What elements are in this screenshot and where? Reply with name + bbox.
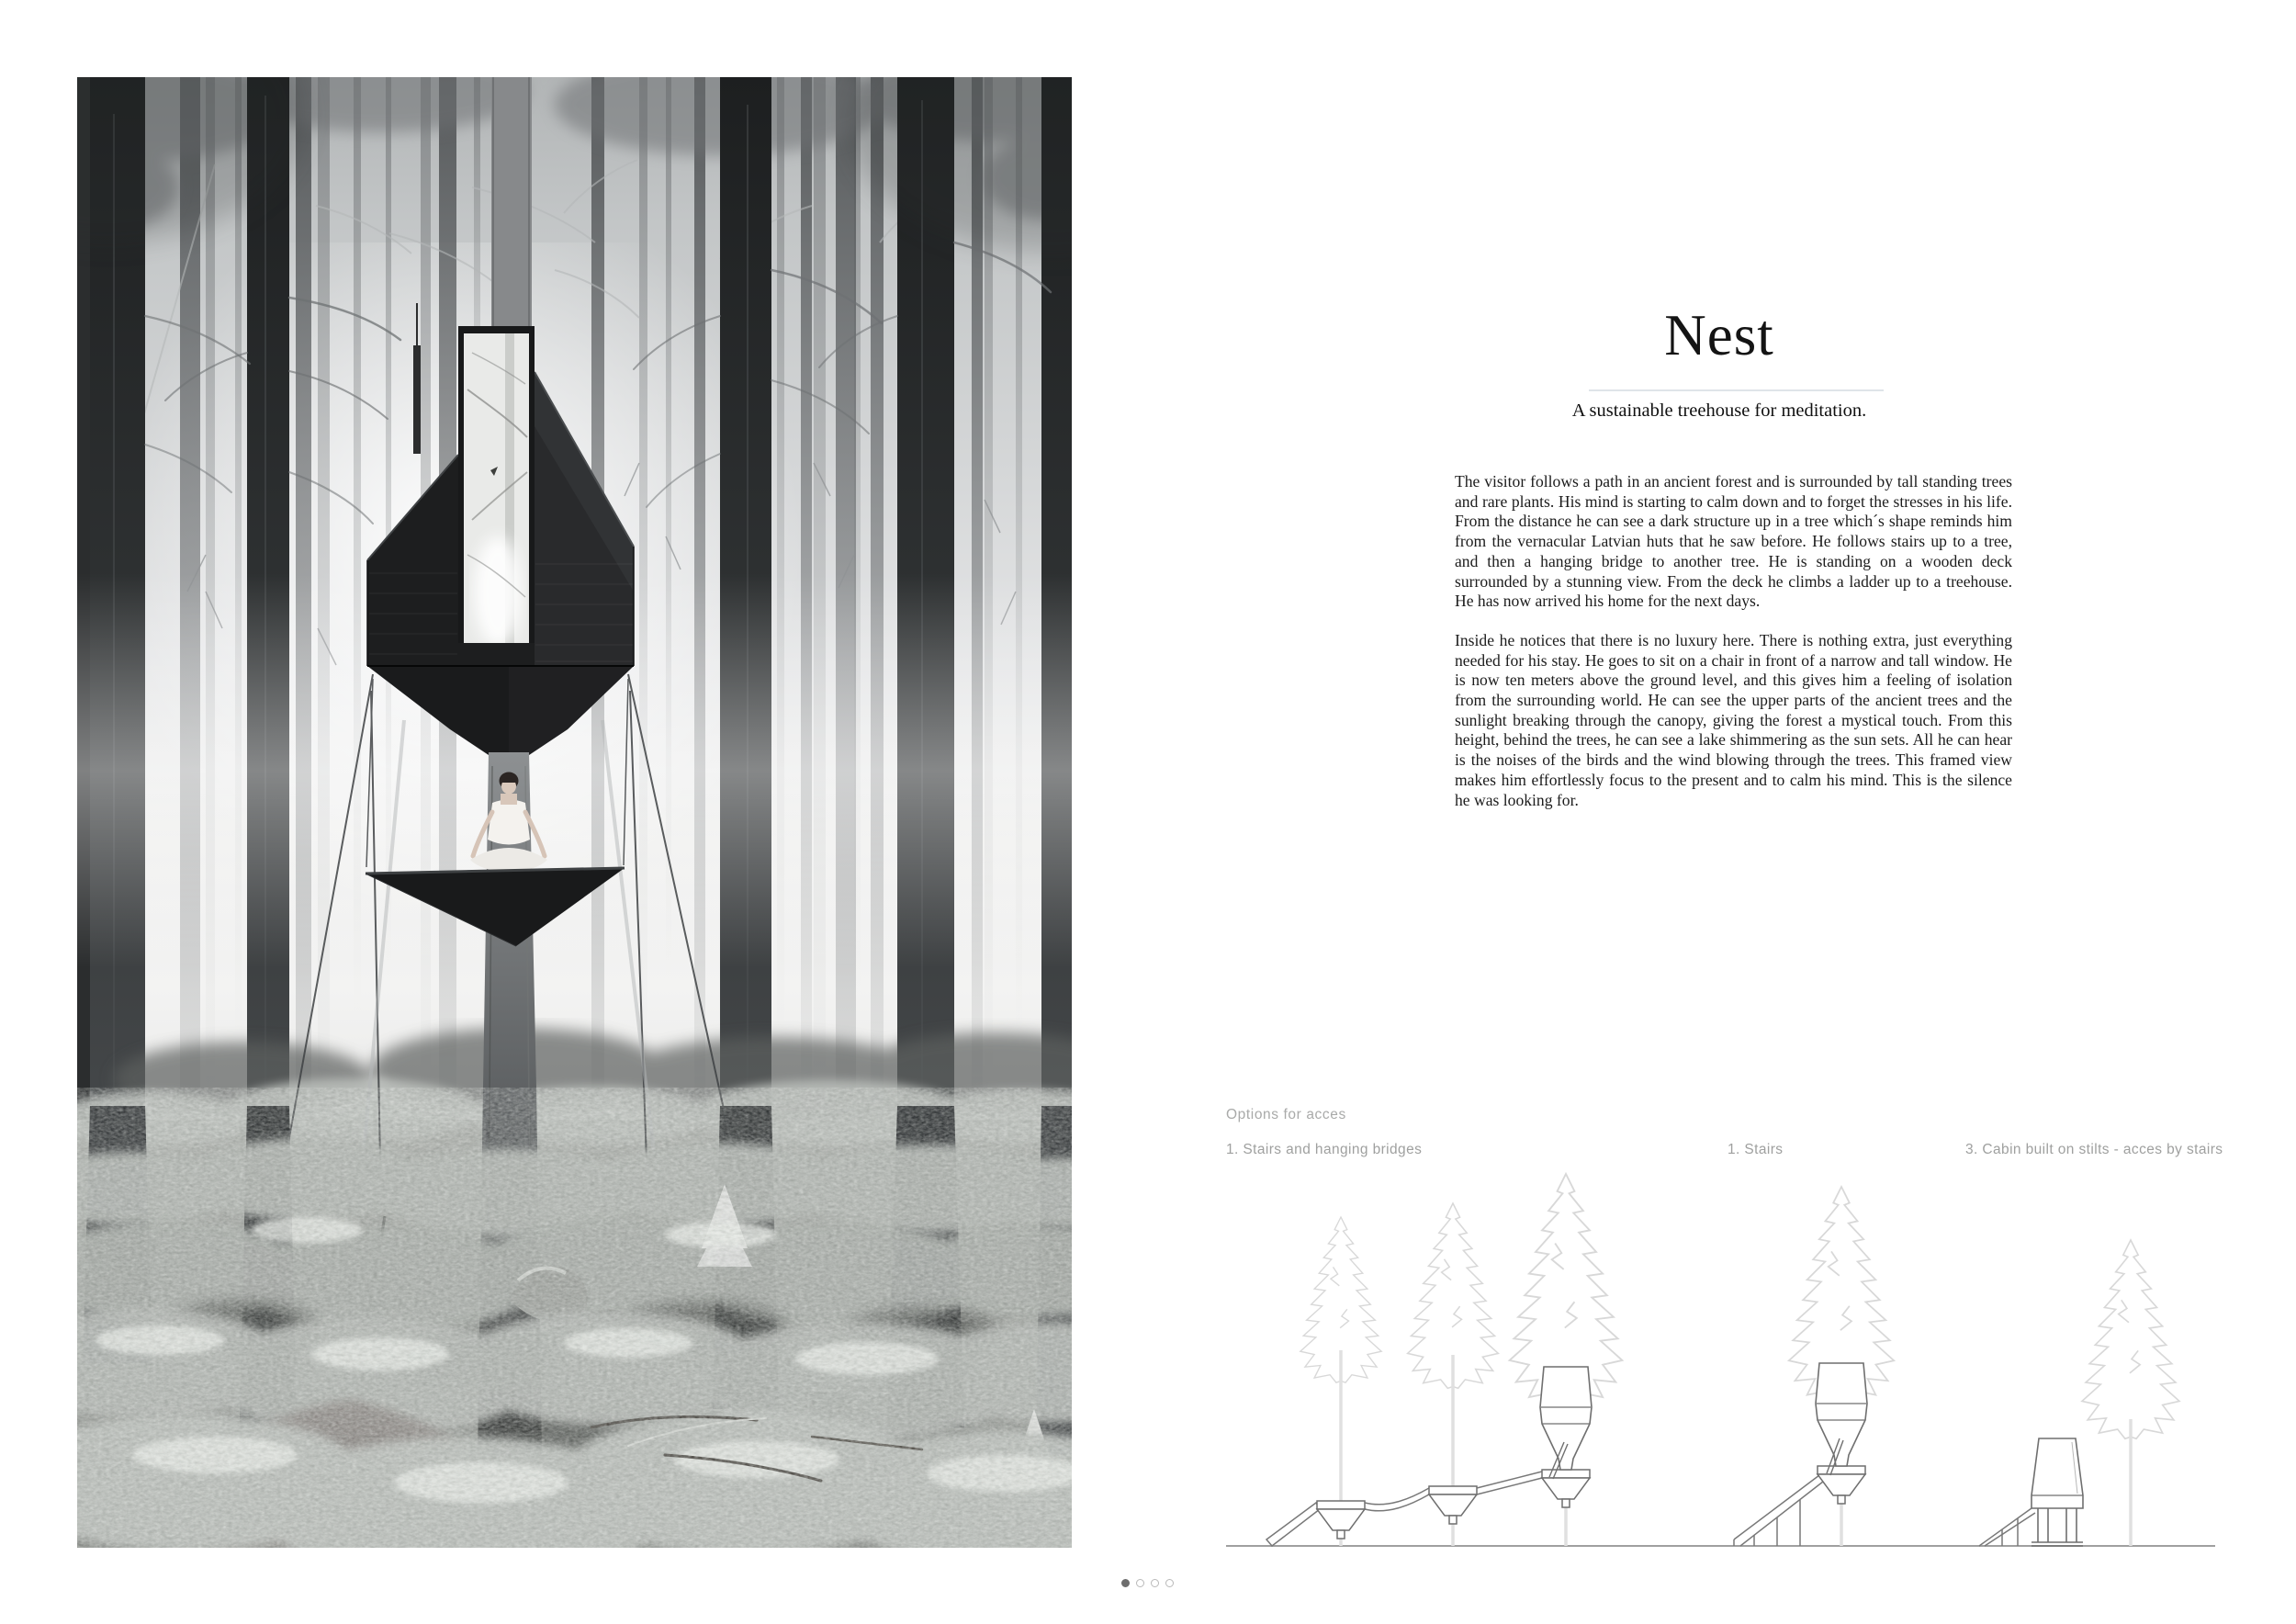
option-label-stilts: 3. Cabin built on stilts - acces by stairs [1965,1142,2223,1157]
stilt-cabin [2032,1438,2083,1546]
hanging-bridge-2 [1477,1472,1542,1494]
pagination-dot[interactable] [1151,1579,1159,1587]
forest-photo [77,77,1072,1548]
page-subtitle: A sustainable treehouse for meditation. [1571,400,1867,421]
option-label-stairs-bridges: 1. Stairs and hanging bridges [1226,1142,1423,1157]
options-heading: Options for acces [1226,1107,1346,1122]
window [458,326,535,666]
option-label-stairs: 1. Stairs [1728,1142,1784,1157]
paragraph-1: The visitor follows a path in an ancient forest and is surrounded by tall standing trees and rare plants. His mind is starting to calm down and to forget the stresses in his life. From the distance he can see a dark structure up in a tree which´s shape reminds him from the vernacular Latvian huts that he saw before. He follows stairs up to a tree, and then a hanging bridge to another tree. He is standing on a wooden deck surrounded by a stunning view. From the deck he climbs a ladder up to a treehouse. He has now arrived his home for the next days. [1455,472,2012,611]
title-block [1444,303,1995,367]
support-trunk-top [491,77,532,330]
access-ramp [1266,1503,1320,1546]
page-title: Nest [1664,303,1774,367]
article-body [1455,472,2012,810]
pagination-dot[interactable] [1121,1579,1130,1587]
access-diagrams [1226,1167,2241,1552]
diagram-stairs [1734,1187,1894,1546]
diagram-stilts [1979,1240,2179,1546]
forest-floor [77,1088,1072,1548]
paragraph-2: Inside he notices that there is no luxury here. There is nothing extra, just everything needed for his stay. He goes to sit on a chair in front of a narrow and tall window. He is now ten meters above the ground level, and this gives him a feeling of isolation from the surrounding world. He can see the upper parts of the ancient trees and the sunlight breaking through the canopy, giving the forest a mystical touch. From this height, behind the trees, he can see a lake shimmering as the sun sets. All he can hear is the noises of the birds and the wind blowing through the trees. This framed view makes him effortlessly focus to the present and to calm his mind. This is the silence he was looking for. [1455,630,2012,809]
pagination-dot[interactable] [1165,1579,1174,1587]
diagram-stairs-bridges [1266,1174,1622,1546]
pagination [1121,1579,1174,1587]
staircase [1979,1508,2035,1546]
title-divider [1589,389,1884,391]
staircase [1734,1475,1823,1546]
pagination-dot[interactable] [1136,1579,1144,1587]
hanging-bridge-1 [1365,1488,1429,1511]
